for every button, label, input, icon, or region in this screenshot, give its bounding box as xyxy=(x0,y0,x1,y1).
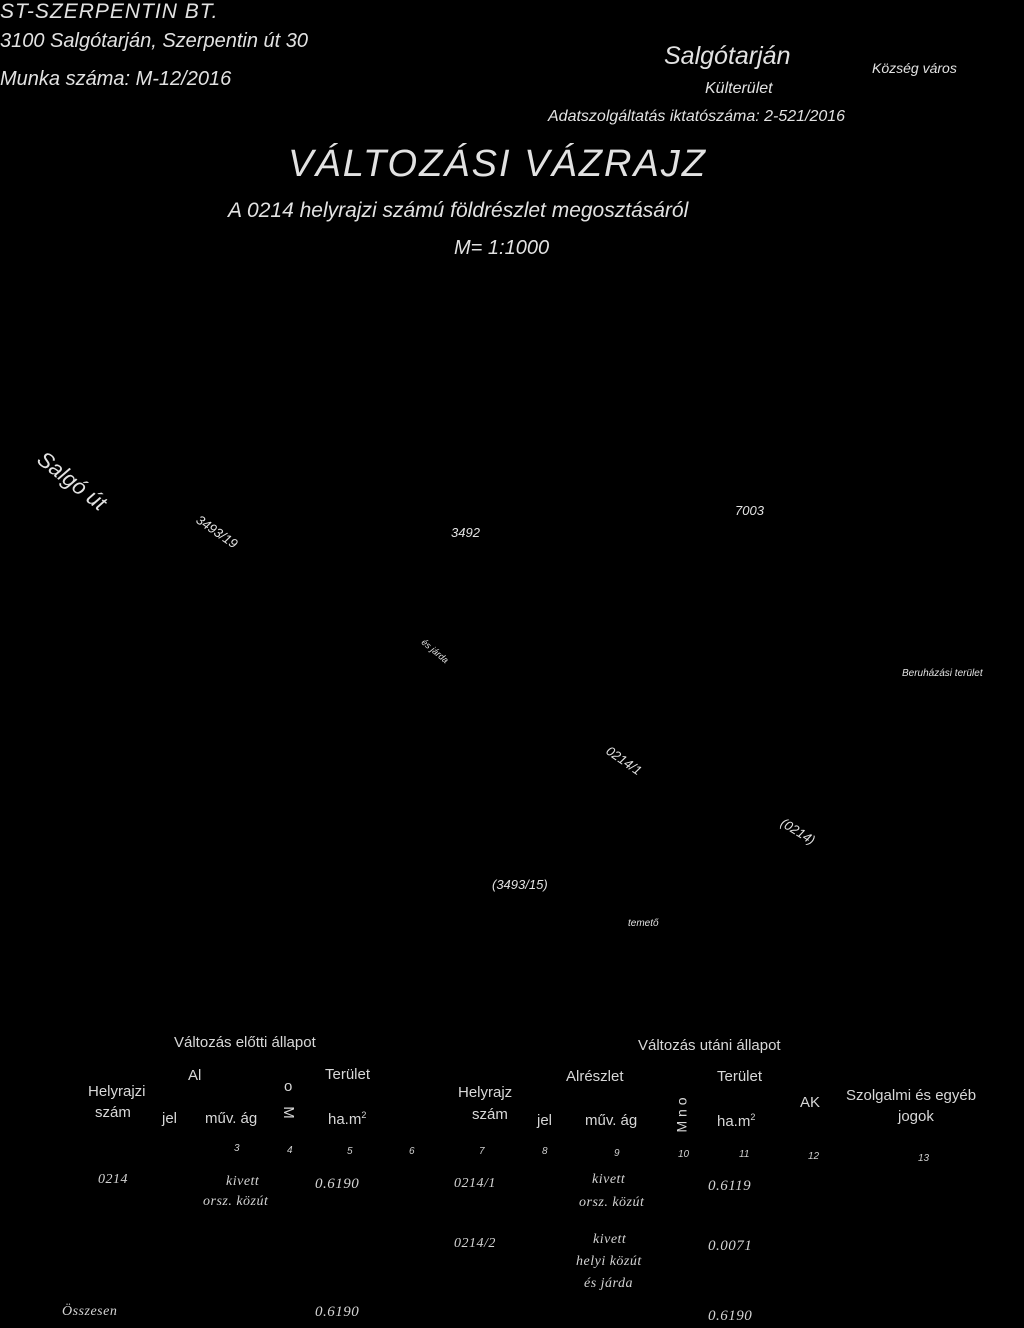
sidewalk-label: és járda xyxy=(419,637,451,666)
col-number: 3 xyxy=(234,1143,240,1154)
after2-muvag-value-3: és járda xyxy=(584,1276,633,1291)
parcel-label-3492: 3492 xyxy=(451,525,480,540)
before-hrsz-value: 0214 xyxy=(98,1172,128,1187)
total-before-value: 0.6190 xyxy=(315,1304,360,1320)
company-address: 3100 Salgótarján, Szerpentin út 30 xyxy=(0,30,308,52)
col-number: 13 xyxy=(918,1153,930,1164)
col-number: 12 xyxy=(808,1151,820,1162)
header-hrsz-after: Helyrajz xyxy=(458,1084,513,1101)
header-szam-after: szám xyxy=(472,1106,508,1123)
col-number: 10 xyxy=(678,1149,690,1160)
header-szam: szám xyxy=(95,1104,131,1121)
after1-muvag-value-1: kivett xyxy=(592,1172,626,1187)
after2-area-value: 0.0071 xyxy=(708,1238,753,1254)
header-terulet: Terület xyxy=(325,1066,371,1083)
town-name: Salgótarján xyxy=(664,42,791,70)
after2-muvag-value-1: kivett xyxy=(593,1232,627,1247)
registration-number: Adatszolgáltatás iktatószáma: 2-521/2016 xyxy=(548,108,846,125)
header-mno: M n o xyxy=(673,1097,690,1133)
after1-muvag-value-2: orsz. közút xyxy=(579,1195,645,1210)
col-number: 4 xyxy=(287,1145,293,1156)
company-name: ST-SZERPENTIN BT. xyxy=(0,0,219,23)
header-terulet-after: Terület xyxy=(717,1068,763,1085)
total-label: Összesen xyxy=(62,1304,118,1319)
total-after-value: 0.6190 xyxy=(708,1308,753,1324)
parcel-label-3493-19: 3493/19 xyxy=(193,512,241,552)
header-m: M xyxy=(279,1106,297,1119)
header-jel-after: jel xyxy=(537,1112,553,1129)
after-state-title: Változás utáni állapot xyxy=(638,1037,781,1054)
header-ak: AK xyxy=(800,1094,821,1111)
parcel-label-7003: 7003 xyxy=(735,503,764,518)
town-type: Község város xyxy=(872,60,957,76)
header-easements: Szolgalmi és egyéb xyxy=(846,1087,977,1104)
after2-muvag-value-2: helyi közút xyxy=(576,1254,642,1269)
col-number: 5 xyxy=(347,1146,353,1157)
road-label: Salgó út xyxy=(32,446,112,516)
header-muvag: műv. ág xyxy=(205,1110,258,1127)
header-rights: jogok xyxy=(898,1108,934,1125)
before-muvag-value-2: orsz. közút xyxy=(203,1194,269,1209)
header-jel: jel xyxy=(162,1110,178,1127)
col-number: 8 xyxy=(542,1146,548,1157)
col-number: 11 xyxy=(739,1149,750,1160)
header-al: Al xyxy=(188,1067,202,1084)
header-alreszlet: Alrészlet xyxy=(566,1068,624,1085)
cemetery-label: temető xyxy=(628,918,659,929)
after2-hrsz-value: 0214/2 xyxy=(454,1236,496,1251)
work-number: Munka száma: M-12/2016 xyxy=(0,68,232,90)
parcel-label-3493-15: (3493/15) xyxy=(492,877,548,892)
col-number: 7 xyxy=(479,1146,485,1157)
header-muvag-after: műv. ág xyxy=(585,1112,638,1129)
col-number: 9 xyxy=(614,1148,620,1159)
col-number: 6 xyxy=(409,1146,415,1157)
before-state-title: Változás előtti állapot xyxy=(174,1034,316,1051)
before-area-value: 0.6190 xyxy=(315,1176,360,1192)
header-o: o xyxy=(284,1078,293,1095)
header-hrsz: Helyrajzi xyxy=(88,1083,146,1100)
page-subtitle: A 0214 helyrajzi számú földrészlet megosztásáról xyxy=(228,199,689,222)
parcel-label-0214: (0214) xyxy=(778,815,818,848)
after1-area-value: 0.6119 xyxy=(708,1178,752,1194)
investment-area-label: Beruházási terület xyxy=(902,668,983,679)
area-type: Külterület xyxy=(705,80,773,97)
header-ham2-after: $ha.m^2$ xyxy=(717,1112,756,1130)
after1-hrsz-value: 0214/1 xyxy=(454,1176,496,1191)
parcel-label-0214-1: 0214/1 xyxy=(603,743,645,779)
page-title: VÁLTOZÁSI VÁZRAJZ xyxy=(288,143,708,185)
before-muvag-value-1: kivett xyxy=(226,1174,260,1189)
header-ham2: $ha.m^2$ xyxy=(328,1110,367,1128)
map-scale: M= 1:1000 xyxy=(454,237,550,259)
